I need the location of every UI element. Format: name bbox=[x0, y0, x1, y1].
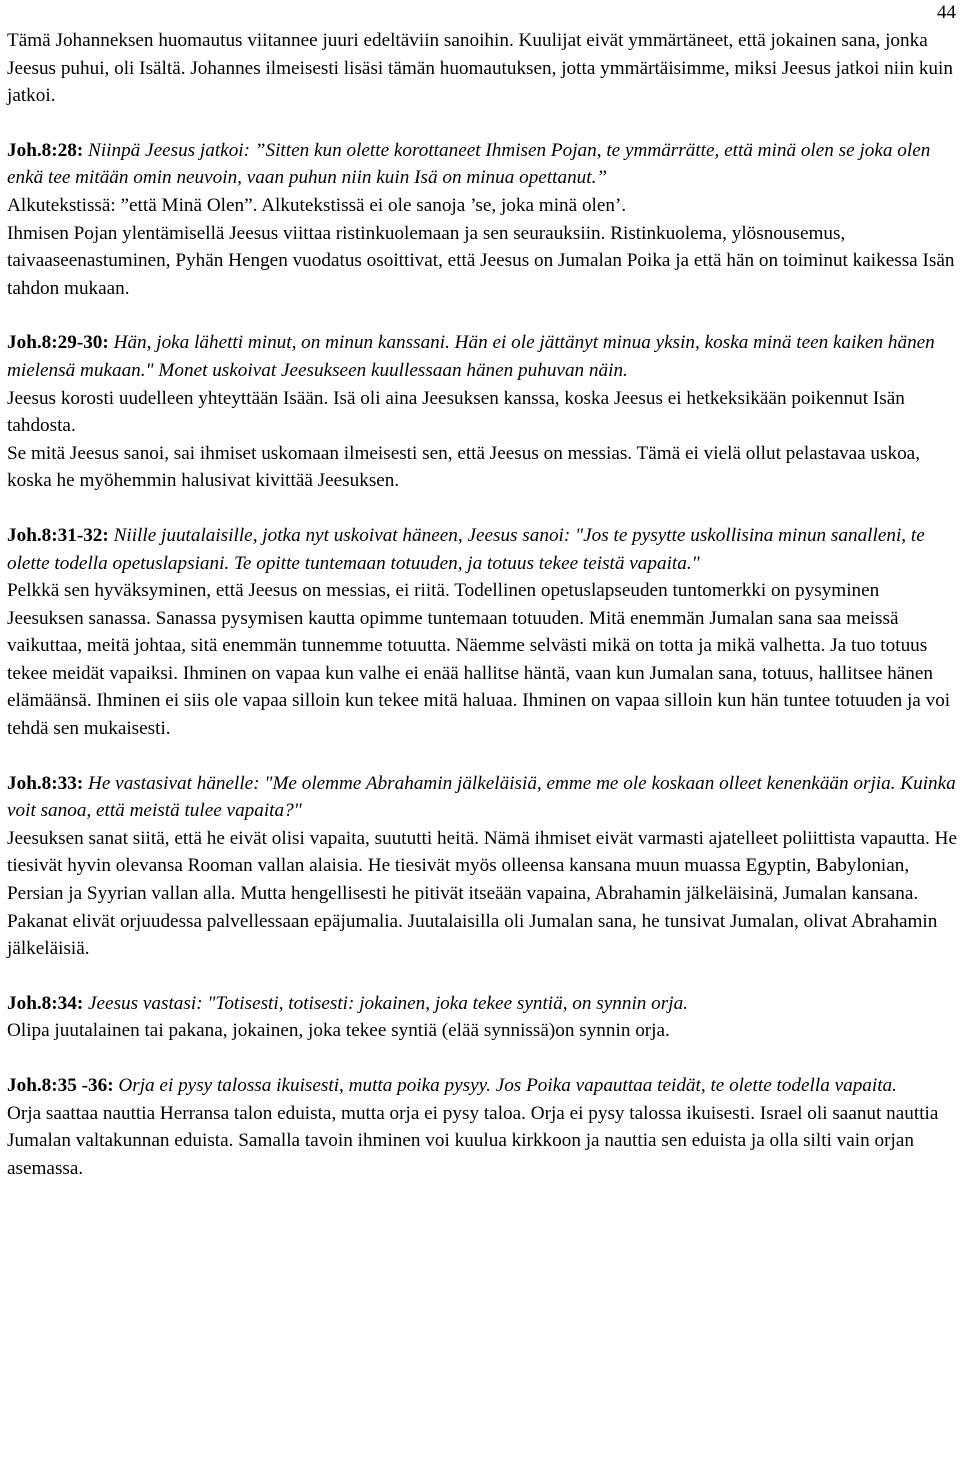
paragraph-gap bbox=[7, 1045, 959, 1072]
commentary-paragraph: Jeesuksen sanat siitä, että he eivät olisi vapaita, suututti heitä. Nämä ihmiset eivät varmasti ajatelleet poliittista vapautta. He tiesivät hyvin olevansa Rooman vallan alaisia. He tiesivät myös olleensa kansana muun muassa Egyptin, Babylonian, Persian ja Syyrian vallan alla. Mutta hengellisesti he pitivät itseään vapaina, Abrahamin jälkeläisinä, Jumalan kansana. Pakanat elivät orjuudessa palvellessaan epäjumalia. Juutalaisilla oli Jumalan sana, he tunsivat Jumalan, olivat Abrahamin jälkeläisiä. bbox=[7, 827, 958, 960]
verse-quote: Hän, joka lähetti minut, on minun kanssani. Hän ei ole jättänyt minua yksin, koska minä teen kaiken hänen mielensä mukaan." Monet uskoivat Jeesukseen kuullessaan hänen puhuvan näin. bbox=[7, 332, 935, 381]
paragraph-gap bbox=[7, 495, 959, 522]
paragraph-gap bbox=[7, 302, 959, 329]
verse-quote: Niille juutalaisille, jotka nyt uskoivat häneen, Jeesus sanoi: "Jos te pysytte uskollisina minun sanalleni, te olette todella opetuslapsiani. Te opitte tuntemaan totuuden, ja totuus tekee teistä vapaita." bbox=[7, 524, 925, 574]
document-body bbox=[7, 27, 959, 1182]
verse-reference: Joh.8:29-30: bbox=[7, 332, 109, 354]
paragraph-gap bbox=[7, 110, 959, 137]
verse-paragraph bbox=[7, 522, 959, 577]
commentary-paragraph: Ihmisen Pojan ylentämisellä Jeesus viittaa ristinkuolemaan ja sen seurauksiin. Ristinkuolema, ylösnousemus, taivaaseenastuminen, Pyhän Hengen vuodatus osoittivat, että Jeesus on Jumalan Poika ja että hän on toiminut kaikessa Isän tahdon mukaan. bbox=[7, 222, 955, 299]
verse-quote: Niinpä Jeesus jatkoi: ”Sitten kun olette korottaneet Ihmisen Pojan, te ymmärrätte, että minä olen se joka olen enkä tee mitään omin neuvoin, vaan puhun niin kuin Isä on minua opettanut.” bbox=[7, 139, 931, 189]
verse-reference: Joh.8:35 -36: bbox=[7, 1075, 114, 1096]
verse-paragraph bbox=[7, 329, 959, 384]
verse-quote: Jeesus vastasi: "Totisesti, totisesti: jokainen, joka tekee syntiä, on synnin orja. bbox=[83, 992, 688, 1014]
verse-paragraph bbox=[7, 137, 959, 192]
verse-quote: He vastasivat hänelle: "Me olemme Abrahamin jälkeläisiä, emme me ole koskaan olleet kenenkään orjia. Kuinka voit sanoa, että meistä tulee vapaita?" bbox=[7, 772, 956, 822]
paragraph-gap bbox=[7, 743, 959, 770]
commentary-paragraph: Pelkkä sen hyväksyminen, että Jeesus on messias, ei riitä. Todellinen opetuslapseuden tuntomerkki on pysyminen Jeesuksen sanassa. Sanassa pysymisen kautta opimme tuntemaan totuuden. Mitä enemmän Jumalan sana saa meissä vaikuttaa, meitä johtaa, sitä enemmän tunnemme totuutta. Näemme selvästi mikä on totta ja mikä valhetta. Ja tuo totuus tekee meidät vapaiksi. Ihminen on vapaa kun valhe ei enää hallitse häntä, vaan kun Jumalan sana, totuus, hallitsee hänen elämäänsä. Ihminen ei siis ole vapaa silloin kun tekee mitä haluaa. Ihminen on vapaa silloin kun hän tuntee totuuden ja voi tehdä sen mukaisesti. bbox=[7, 580, 951, 740]
verse-reference: Joh.8:34: bbox=[7, 992, 84, 1014]
verse-quote: Orja ei pysy talossa ikuisesti, mutta poika pysyy. Jos Poika vapauttaa teidät, te olette todella vapaita. bbox=[113, 1075, 897, 1096]
verse-reference: Joh.8:33: bbox=[7, 772, 84, 794]
paragraph-gap bbox=[7, 963, 959, 990]
verse-reference: Joh.8:31-32: bbox=[7, 524, 109, 546]
commentary-paragraph: Alkutekstissä: ”että Minä Olen”. Alkutekstissä ei ole sanoja ’se, joka minä olen’. bbox=[7, 194, 627, 216]
verse-paragraph bbox=[7, 770, 959, 825]
page-number: 44 bbox=[937, 2, 956, 23]
verse-paragraph bbox=[7, 1072, 959, 1100]
verse-reference: Joh.8:28: bbox=[7, 139, 84, 161]
commentary-paragraph: Orja saattaa nauttia Herransa talon eduista, mutta orja ei pysy taloa. Orja ei pysy talossa ikuisesti. Israel oli saanut nauttia Jumalan valtakunnan eduista. Samalla tavoin ihminen voi kuulua kirkkoon ja nauttia sen eduista ja olla silti vain orjan asemassa. bbox=[7, 1102, 939, 1179]
verse-paragraph bbox=[7, 990, 959, 1018]
commentary-paragraph: Se mitä Jeesus sanoi, sai ihmiset uskomaan ilmeisesti sen, että Jeesus on messias. Tämä ei vielä ollut pelastavaa uskoa, koska he myöhemmin halusivat kivittää Jeesuksen. bbox=[7, 442, 920, 492]
commentary-paragraph: Olipa juutalainen tai pakana, jokainen, joka tekee syntiä (elää synnissä)on synnin orja. bbox=[7, 1020, 670, 1042]
commentary-paragraph: Tämä Johanneksen huomautus viitannee juuri edeltäviin sanoihin. Kuulijat eivät ymmärtäneet, että jokainen sana, jonka Jeesus puhui, oli Isältä. Johannes ilmeisesti lisäsi tämän huomautuksen, jotta ymmärtäisimme, miksi Jeesus jatkoi niin kuin jatkoi. bbox=[7, 30, 953, 107]
commentary-paragraph: Jeesus korosti uudelleen yhteyttään Isään. Isä oli aina Jeesuksen kanssa, koska Jeesus ei hetkeksikään poikennut Isän tahdosta. bbox=[7, 387, 905, 437]
